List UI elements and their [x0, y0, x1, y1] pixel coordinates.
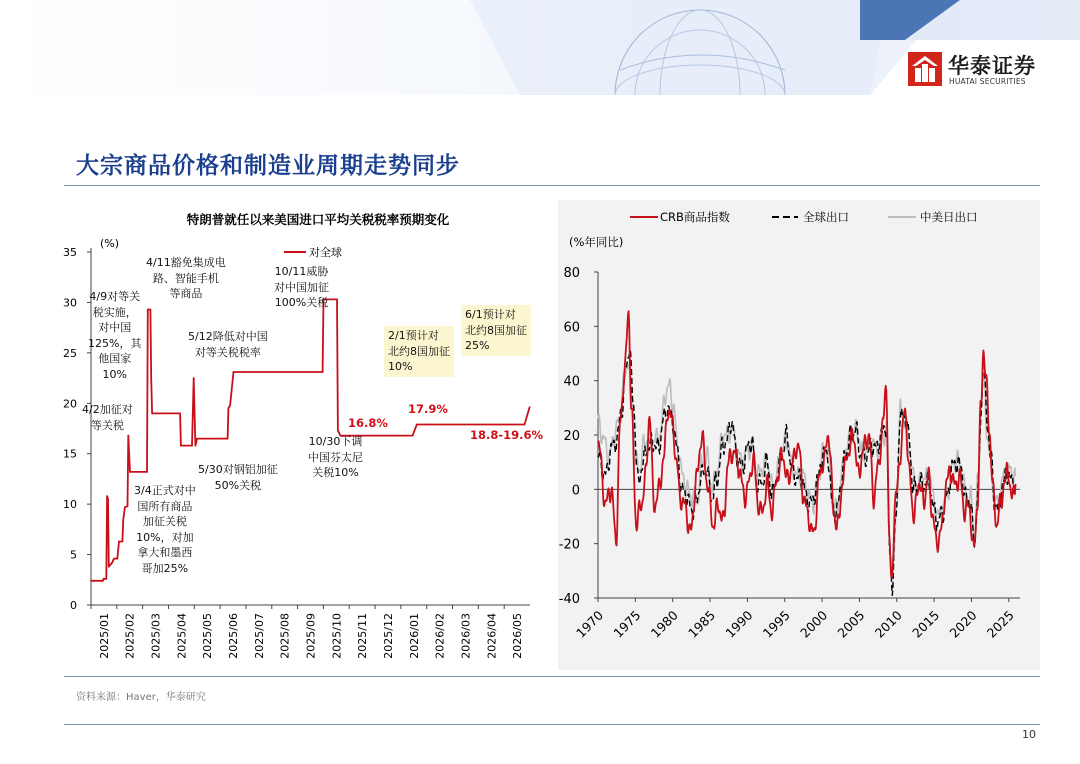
- commodity-x-tick-label: 2005: [834, 607, 868, 641]
- tariff-data-point: [229, 404, 231, 406]
- value-label-17-9: 17.9%: [408, 402, 448, 416]
- tariff-x-tick-label: 2025/01: [97, 613, 111, 659]
- tariff-data-point: [150, 309, 152, 311]
- tariff-x-tick-label: 2025/05: [201, 613, 215, 659]
- commodity-y-tick-label: 0: [571, 483, 580, 499]
- tariff-y-tick-label: 35: [63, 246, 77, 259]
- tariff-y-tick-label: 30: [63, 296, 77, 310]
- annotation-line: 4/11豁免集成电: [146, 256, 226, 269]
- tariff-y-unit: (%): [100, 237, 120, 250]
- brand-name-cn: 华泰证券: [948, 54, 1036, 78]
- commodity-y-tick-label: 60: [563, 320, 580, 336]
- tariff-data-point: [151, 413, 153, 415]
- commodity-export-chart: [558, 200, 1040, 670]
- annotation-line: 3/4正式对中: [134, 484, 196, 497]
- title-divider: [64, 185, 1040, 186]
- tariff-data-point: [113, 558, 115, 560]
- tariff-data-point: [118, 541, 120, 543]
- annotation-line: 北约8国加征: [388, 344, 450, 358]
- footer-divider: [64, 676, 1040, 677]
- tariff-data-point: [322, 371, 324, 373]
- tariff-data-point: [191, 445, 193, 447]
- commodity-x-tick-label: 1980: [647, 607, 681, 641]
- annotation-0512: [188, 329, 268, 360]
- huatai-logo-icon: [908, 52, 942, 86]
- tariff-x-tick-label: 2025/08: [278, 613, 292, 659]
- legend-crb-label: CRB商品指数: [660, 210, 730, 224]
- tariff-data-point: [147, 309, 149, 311]
- commodity-export-chart-svg: [558, 200, 1040, 670]
- tariff-data-point: [140, 471, 142, 473]
- page-title: 大宗商品价格和制造业周期走势同步: [76, 153, 460, 179]
- tariff-x-tick-label: 2025/03: [149, 613, 163, 659]
- brand-name-en: HUATAI SECURITIES: [949, 77, 1026, 86]
- commodity-x-tick-label: 2015: [909, 607, 943, 641]
- commodity-y-tick-label: 20: [563, 429, 580, 444]
- annotation-line: 10%: [102, 367, 127, 381]
- tariff-x-tick-label: 2026/02: [433, 613, 447, 659]
- tariff-data-point: [244, 371, 246, 373]
- commodity-y-tick-label: 80: [563, 266, 580, 281]
- annotation-line: 对中国: [98, 321, 132, 334]
- annotation-line: 等关税: [90, 418, 124, 432]
- tariff-data-point: [180, 445, 182, 447]
- legend-cnusjp-label: 中美日出口: [920, 210, 978, 224]
- tariff-y-tick-label: 0: [70, 599, 77, 612]
- tariff-x-tick-label: 2025/11: [356, 613, 370, 659]
- annotation-line: 国所有商品: [137, 499, 193, 513]
- tariff-data-point: [218, 438, 220, 440]
- annotation-line: 2/1预计对: [388, 329, 439, 342]
- tariff-data-point: [150, 377, 152, 379]
- tariff-data-point: [412, 435, 414, 437]
- tariff-x-tick-label: 2025/02: [123, 613, 137, 659]
- tariff-data-point: [90, 580, 92, 582]
- tariff-y-tick-label: 25: [63, 346, 77, 360]
- tariff-legend-label: 对全球: [309, 246, 342, 259]
- tariff-data-point: [105, 578, 107, 580]
- tariff-x-tick-label: 2026/03: [459, 613, 473, 659]
- annotation-0402: [82, 402, 133, 433]
- annotation-1011: [274, 264, 329, 311]
- annotation-line: 中国芬太尼: [308, 450, 363, 464]
- annotation-line: 4/2加征对: [82, 403, 133, 416]
- tariff-data-point: [103, 578, 105, 580]
- commodity-x-tick-label: 1970: [573, 607, 607, 641]
- tariff-x-tick-label: 2025/04: [175, 613, 189, 659]
- tariff-x-tick-label: 2026/05: [511, 613, 525, 659]
- annotation-line: 125%，其: [88, 336, 142, 350]
- annotation-line: 6/1预计对: [465, 308, 516, 321]
- tariff-data-point: [227, 438, 229, 440]
- tariff-data-point: [228, 407, 230, 409]
- tariff-data-point: [426, 424, 428, 426]
- tariff-x-tick-label: 2025/07: [252, 613, 266, 659]
- commodity-y-unit: (%年同比): [569, 235, 624, 249]
- value-label-16-8: 16.8%: [348, 416, 388, 430]
- tariff-x-tick-label: 2026/04: [485, 613, 499, 659]
- commodity-x-tick-label: 2010: [871, 607, 905, 641]
- page-bottom-divider: [64, 724, 1040, 725]
- tariff-data-point: [193, 377, 195, 379]
- commodity-x-tick-label: 1985: [685, 607, 719, 641]
- tariff-chart-title: 特朗普就任以来美国进口平均关税税率预期变化: [186, 212, 450, 227]
- annotation-line: 对等关税税率: [194, 345, 261, 359]
- annotation-line: 10/30下调: [308, 435, 363, 448]
- tariff-data-point: [179, 413, 181, 415]
- tariff-data-point: [167, 413, 169, 415]
- tariff-data-point: [337, 430, 339, 432]
- tariff-data-point: [122, 519, 124, 521]
- tariff-data-point: [107, 498, 109, 500]
- annotation-0601: [461, 305, 531, 356]
- annotation-line: 拿大和墨西: [137, 546, 193, 559]
- annotation-line: 等商品: [169, 287, 203, 300]
- value-label-range: 18.8-19.6%: [470, 428, 544, 442]
- tariff-data-point: [124, 506, 126, 508]
- annotation-line: 10/11威胁: [274, 265, 329, 278]
- tariff-data-point: [102, 580, 104, 582]
- commodity-series: [598, 311, 1016, 595]
- commodity-x-tick-label: 2025: [983, 607, 1017, 641]
- annotation-line: 北约8国加征: [465, 323, 527, 337]
- commodity-x-tick-label: 1975: [610, 607, 644, 641]
- annotation-0411: [146, 255, 226, 302]
- tariff-x-tick-label: 2025/09: [304, 613, 318, 659]
- tariff-x-tick-label: 2025/06: [227, 613, 241, 659]
- huatai-logo: [908, 50, 1048, 90]
- annotation-line: 4/9对等关: [89, 290, 141, 303]
- tariff-data-point: [127, 435, 129, 437]
- commodity-y-tick-label: -40: [558, 592, 580, 607]
- tariff-x-tick-label: 2025/12: [381, 613, 395, 659]
- annotation-line: 100%关税: [274, 296, 329, 309]
- tariff-data-point: [122, 541, 124, 543]
- commodity-x-tick-label: 1995: [759, 607, 793, 641]
- tariff-data-point: [374, 435, 376, 437]
- tariff-y-tick-label: 20: [63, 397, 77, 411]
- tariff-data-point: [129, 471, 131, 473]
- tariff-x-tick-label: 2026/01: [407, 613, 421, 659]
- annotation-line: 25%: [465, 339, 490, 352]
- annotation-line: 5/12降低对中国: [188, 330, 268, 343]
- tariff-data-point: [529, 406, 531, 408]
- annotation-0304: [134, 483, 196, 576]
- annotation-line: 10%，对加: [136, 530, 194, 544]
- tariff-data-point: [146, 471, 148, 473]
- tariff-data-point: [127, 505, 129, 507]
- annotation-0201: [384, 326, 454, 377]
- commodity-y-tick-label: -20: [558, 537, 580, 553]
- tariff-y-tick-label: 10: [63, 498, 77, 512]
- commodity-x-tick-label: 2020: [946, 607, 980, 641]
- tariff-data-point: [233, 371, 235, 373]
- annotation-line: 关税10%: [312, 466, 359, 479]
- tariff-data-point: [106, 495, 108, 497]
- tariff-chart: [60, 205, 550, 675]
- annotation-line: 对中国加征: [274, 280, 329, 294]
- commodity-x-tick-label: 1990: [722, 607, 756, 641]
- tariff-data-point: [111, 562, 113, 564]
- annotation-1030: [308, 434, 363, 481]
- annotation-line: 他国家: [98, 352, 132, 365]
- tariff-data-point: [195, 445, 197, 447]
- annotation-line: 路、智能手机: [152, 271, 219, 285]
- tariff-x-tick-label: 2025/10: [330, 613, 344, 659]
- annotation-line: 加征关税: [142, 515, 187, 528]
- annotation-line: 50%关税: [214, 478, 262, 492]
- annotation-line: 哥加25%: [141, 561, 189, 575]
- tariff-data-point: [416, 424, 418, 426]
- annotation-line: 税实施，: [92, 305, 137, 319]
- annotation-line: 10%: [388, 360, 413, 373]
- tariff-y-tick-label: 15: [63, 447, 77, 461]
- source-note: 资料来源：Haver，华泰研究: [76, 692, 206, 703]
- annotation-0530: [198, 462, 278, 493]
- annotation-0409: [88, 289, 141, 382]
- tariff-data-point: [524, 424, 526, 426]
- tariff-data-point: [196, 438, 198, 440]
- legend-global-label: 全球出口: [803, 210, 849, 224]
- tariff-data-point: [336, 299, 338, 301]
- commodity-x-tick-label: 2000: [797, 607, 831, 641]
- page-number: 10: [1022, 728, 1036, 741]
- series-line-global-exports: [598, 351, 1016, 596]
- annotation-line: 5/30对钢铝加征: [198, 463, 278, 476]
- tariff-data-point: [108, 566, 110, 568]
- tariff-data-point: [116, 558, 118, 560]
- tariff-y-tick-label: 5: [70, 548, 77, 562]
- commodity-y-tick-label: 40: [563, 374, 580, 390]
